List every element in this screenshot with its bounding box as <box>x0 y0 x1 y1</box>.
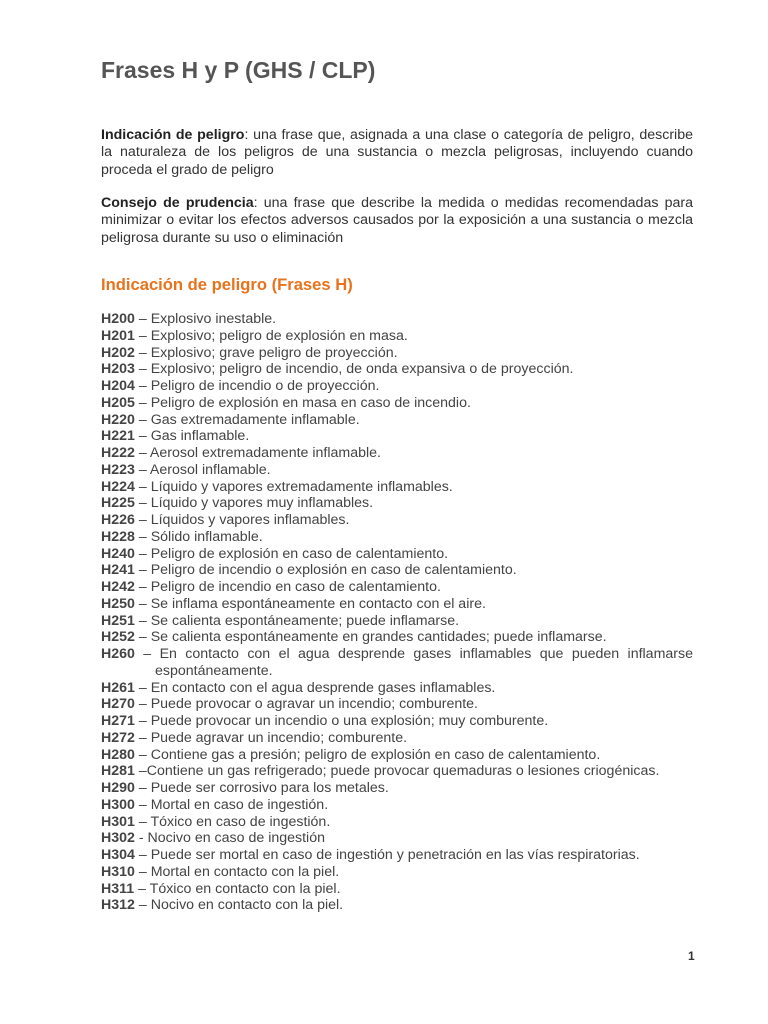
h-phrase-code: H203 <box>101 361 135 378</box>
h-phrase-code: H300 <box>101 796 135 813</box>
h-phrase-item <box>101 428 693 445</box>
h-phrase-text: – Sólido inflamable. <box>134 528 263 545</box>
document-title: Frases H y P (GHS / CLP) <box>101 57 376 83</box>
h-phrase-code: H311 <box>101 880 135 897</box>
h-phrase-item <box>101 814 693 831</box>
h-phrase-code: H251 <box>101 612 135 629</box>
h-phrase-code: H272 <box>101 729 135 746</box>
h-phrase-item <box>101 613 693 630</box>
h-phrase-item <box>101 562 693 579</box>
h-phrase-text: – En contacto con el agua desprende gases inflamables que pueden inflamarse espontáneamente. <box>134 646 693 679</box>
h-phrase-code: H280 <box>101 746 135 763</box>
h-phrase-text: – Puede agravar un incendio; comburente. <box>134 729 408 746</box>
h-phrase-text: – Líquido y vapores extremadamente inflamables. <box>134 478 453 495</box>
h-phrase-text: – Gas extremadamente inflamable. <box>134 411 360 428</box>
h-phrase-code: H224 <box>101 478 135 495</box>
h-phrase-code: H310 <box>101 863 135 880</box>
h-phrase-item <box>101 596 693 613</box>
h-phrase-text: – Explosivo inestable. <box>134 311 277 327</box>
h-phrase-code: H221 <box>101 428 135 445</box>
h-phrase-item <box>101 311 693 328</box>
h-phrase-text: – Explosivo; peligro de incendio, de onda expansiva o de proyección. <box>134 361 574 378</box>
h-phrase-item <box>101 361 693 378</box>
h-phrase-text: – Aerosol inflamable. <box>134 461 271 478</box>
h-phrase-text: – Se inflama espontáneamente en contacto con el aire. <box>134 595 486 612</box>
h-phrase-code: H223 <box>101 461 135 478</box>
h-phrase-item <box>101 864 693 881</box>
h-phrase-item <box>101 328 693 345</box>
h-phrase-text: – Líquido y vapores muy inflamables. <box>134 495 374 512</box>
h-phrase-item <box>101 529 693 546</box>
h-phrase-item <box>101 847 693 864</box>
h-phrase-text: – Aerosol extremadamente inflamable. <box>134 445 381 461</box>
h-phrase-item <box>101 713 693 730</box>
h-phrase-text: – Se calienta espontáneamente en grandes cantidades; puede inflamarse. <box>134 629 607 646</box>
h-phrase-code: H202 <box>101 344 135 361</box>
h-phrase-text: – Mortal en caso de ingestión. <box>134 796 329 813</box>
h-phrase-code: H301 <box>101 813 135 830</box>
h-phrase-code: H302 <box>101 830 135 847</box>
h-phrase-item <box>101 629 693 646</box>
h-phrase-text: – Puede provocar un incendio o una explosión; muy comburente. <box>134 713 549 729</box>
h-phrase-item <box>101 680 693 697</box>
h-phrase-code: H204 <box>101 378 135 394</box>
hazard-statement-term: Indicación de peligro <box>101 127 245 143</box>
h-phrase-item <box>101 696 693 713</box>
h-phrase-code: H312 <box>101 897 135 914</box>
h-phrase-item <box>101 830 693 847</box>
h-phrase-item <box>101 763 693 780</box>
h-phrase-code: H252 <box>101 629 135 646</box>
h-phrase-text: - Nocivo en caso de ingestión <box>134 830 325 847</box>
h-phrase-code: H201 <box>101 327 135 344</box>
h-phrase-item <box>101 546 693 563</box>
h-phrase-item <box>101 730 693 747</box>
h-phrase-item <box>101 412 693 429</box>
h-phrase-text: – Peligro de incendio en caso de calentamiento. <box>134 579 441 595</box>
h-phrase-text: – Se calienta espontáneamente; puede inflamarse. <box>134 612 460 629</box>
h-phrase-text: – Gas inflamable. <box>134 428 250 445</box>
h-phrase-text: – Nocivo en contacto con la piel. <box>134 897 344 914</box>
h-phrase-code: H250 <box>101 595 135 612</box>
h-phrase-item <box>101 378 693 395</box>
h-phrase-text: – Tóxico en contacto con la piel. <box>134 880 341 897</box>
h-phrase-item <box>101 881 693 898</box>
h-phrase-code: H261 <box>101 679 135 696</box>
h-phrase-text: – Explosivo; peligro de explosión en masa. <box>134 327 408 344</box>
document-page <box>101 0 693 1024</box>
h-phrase-code: H304 <box>101 847 135 863</box>
h-phrase-code: H281 <box>101 763 135 780</box>
h-phrase-code: H226 <box>101 512 135 528</box>
h-phrases-list <box>101 311 693 914</box>
h-phrase-code: H271 <box>101 713 135 729</box>
page-number: 1 <box>688 949 695 963</box>
h-phrase-item <box>101 579 693 596</box>
h-phrase-code: H270 <box>101 696 135 713</box>
precautionary-statement-description: : una frase que describe la medida o medidas recomendadas para minimizar o evitar los efectos adversos causados por la exposición a una sustancia o mezcla peligrosa durante su uso o eliminación <box>101 195 693 246</box>
h-phrase-item <box>101 395 693 412</box>
h-phrase-text: – Contiene gas a presión; peligro de explosión en caso de calentamiento. <box>134 746 601 763</box>
h-phrase-item <box>101 747 693 764</box>
h-phrase-text: – Explosivo; grave peligro de proyección. <box>134 344 398 361</box>
h-phrase-item <box>101 345 693 362</box>
precautionary-statement-definition <box>101 195 693 247</box>
h-phrase-code: H290 <box>101 780 135 796</box>
h-phrase-item <box>101 479 693 496</box>
h-phrase-item <box>101 445 693 462</box>
h-phrase-code: H260 <box>101 646 135 662</box>
h-phrase-item <box>101 897 693 914</box>
h-phrase-text: – Peligro de explosión en masa en caso de incendio. <box>134 394 471 411</box>
h-phrase-code: H225 <box>101 495 135 512</box>
h-phrase-code: H200 <box>101 311 135 327</box>
h-phrase-text: – Puede ser corrosivo para los metales. <box>134 780 389 796</box>
h-phrase-item <box>101 495 693 512</box>
h-phrase-code: H242 <box>101 579 135 595</box>
h-phrase-item <box>101 462 693 479</box>
h-phrase-text: – Peligro de explosión en caso de calentamiento. <box>134 545 449 562</box>
h-phrase-code: H240 <box>101 545 135 562</box>
h-phrase-text: – Puede ser mortal en caso de ingestión y penetración en las vías respiratorias. <box>134 847 640 863</box>
h-phrase-text: – Líquidos y vapores inflamables. <box>134 512 350 528</box>
h-phrase-code: H241 <box>101 562 135 579</box>
h-phrase-text: – En contacto con el agua desprende gases inflamables. <box>134 679 496 696</box>
h-phrase-text: – Puede provocar o agravar un incendio; comburente. <box>134 696 478 713</box>
h-phrase-text: – Mortal en contacto con la piel. <box>134 863 340 880</box>
h-phrase-item <box>101 646 693 680</box>
hazard-statement-description: : una frase que, asignada a una clase o categoría de peligro, describe la naturaleza de los peligros de una sustancia o mezcla peligrosas, incluyendo cuando proceda el grado de peligro <box>101 127 693 178</box>
h-phrase-text: – Peligro de incendio o de proyección. <box>134 378 380 394</box>
h-phrase-item <box>101 512 693 529</box>
h-phrase-text: – Peligro de incendio o explosión en caso de calentamiento. <box>134 562 517 579</box>
hazard-statement-definition <box>101 127 693 179</box>
h-phrase-text: – Tóxico en caso de ingestión. <box>134 813 331 830</box>
h-phrase-text: –Contiene un gas refrigerado; puede provocar quemaduras o lesiones criogénicas. <box>134 763 660 780</box>
h-phrase-code: H228 <box>101 528 135 545</box>
h-phrase-code: H220 <box>101 411 135 428</box>
h-phrase-code: H205 <box>101 394 135 411</box>
h-phrase-item <box>101 780 693 797</box>
h-phrase-item <box>101 797 693 814</box>
h-phrase-code: H222 <box>101 445 135 461</box>
h-phrases-section-heading: Indicación de peligro (Frases H) <box>101 275 353 294</box>
precautionary-statement-term: Consejo de prudencia <box>101 195 254 211</box>
